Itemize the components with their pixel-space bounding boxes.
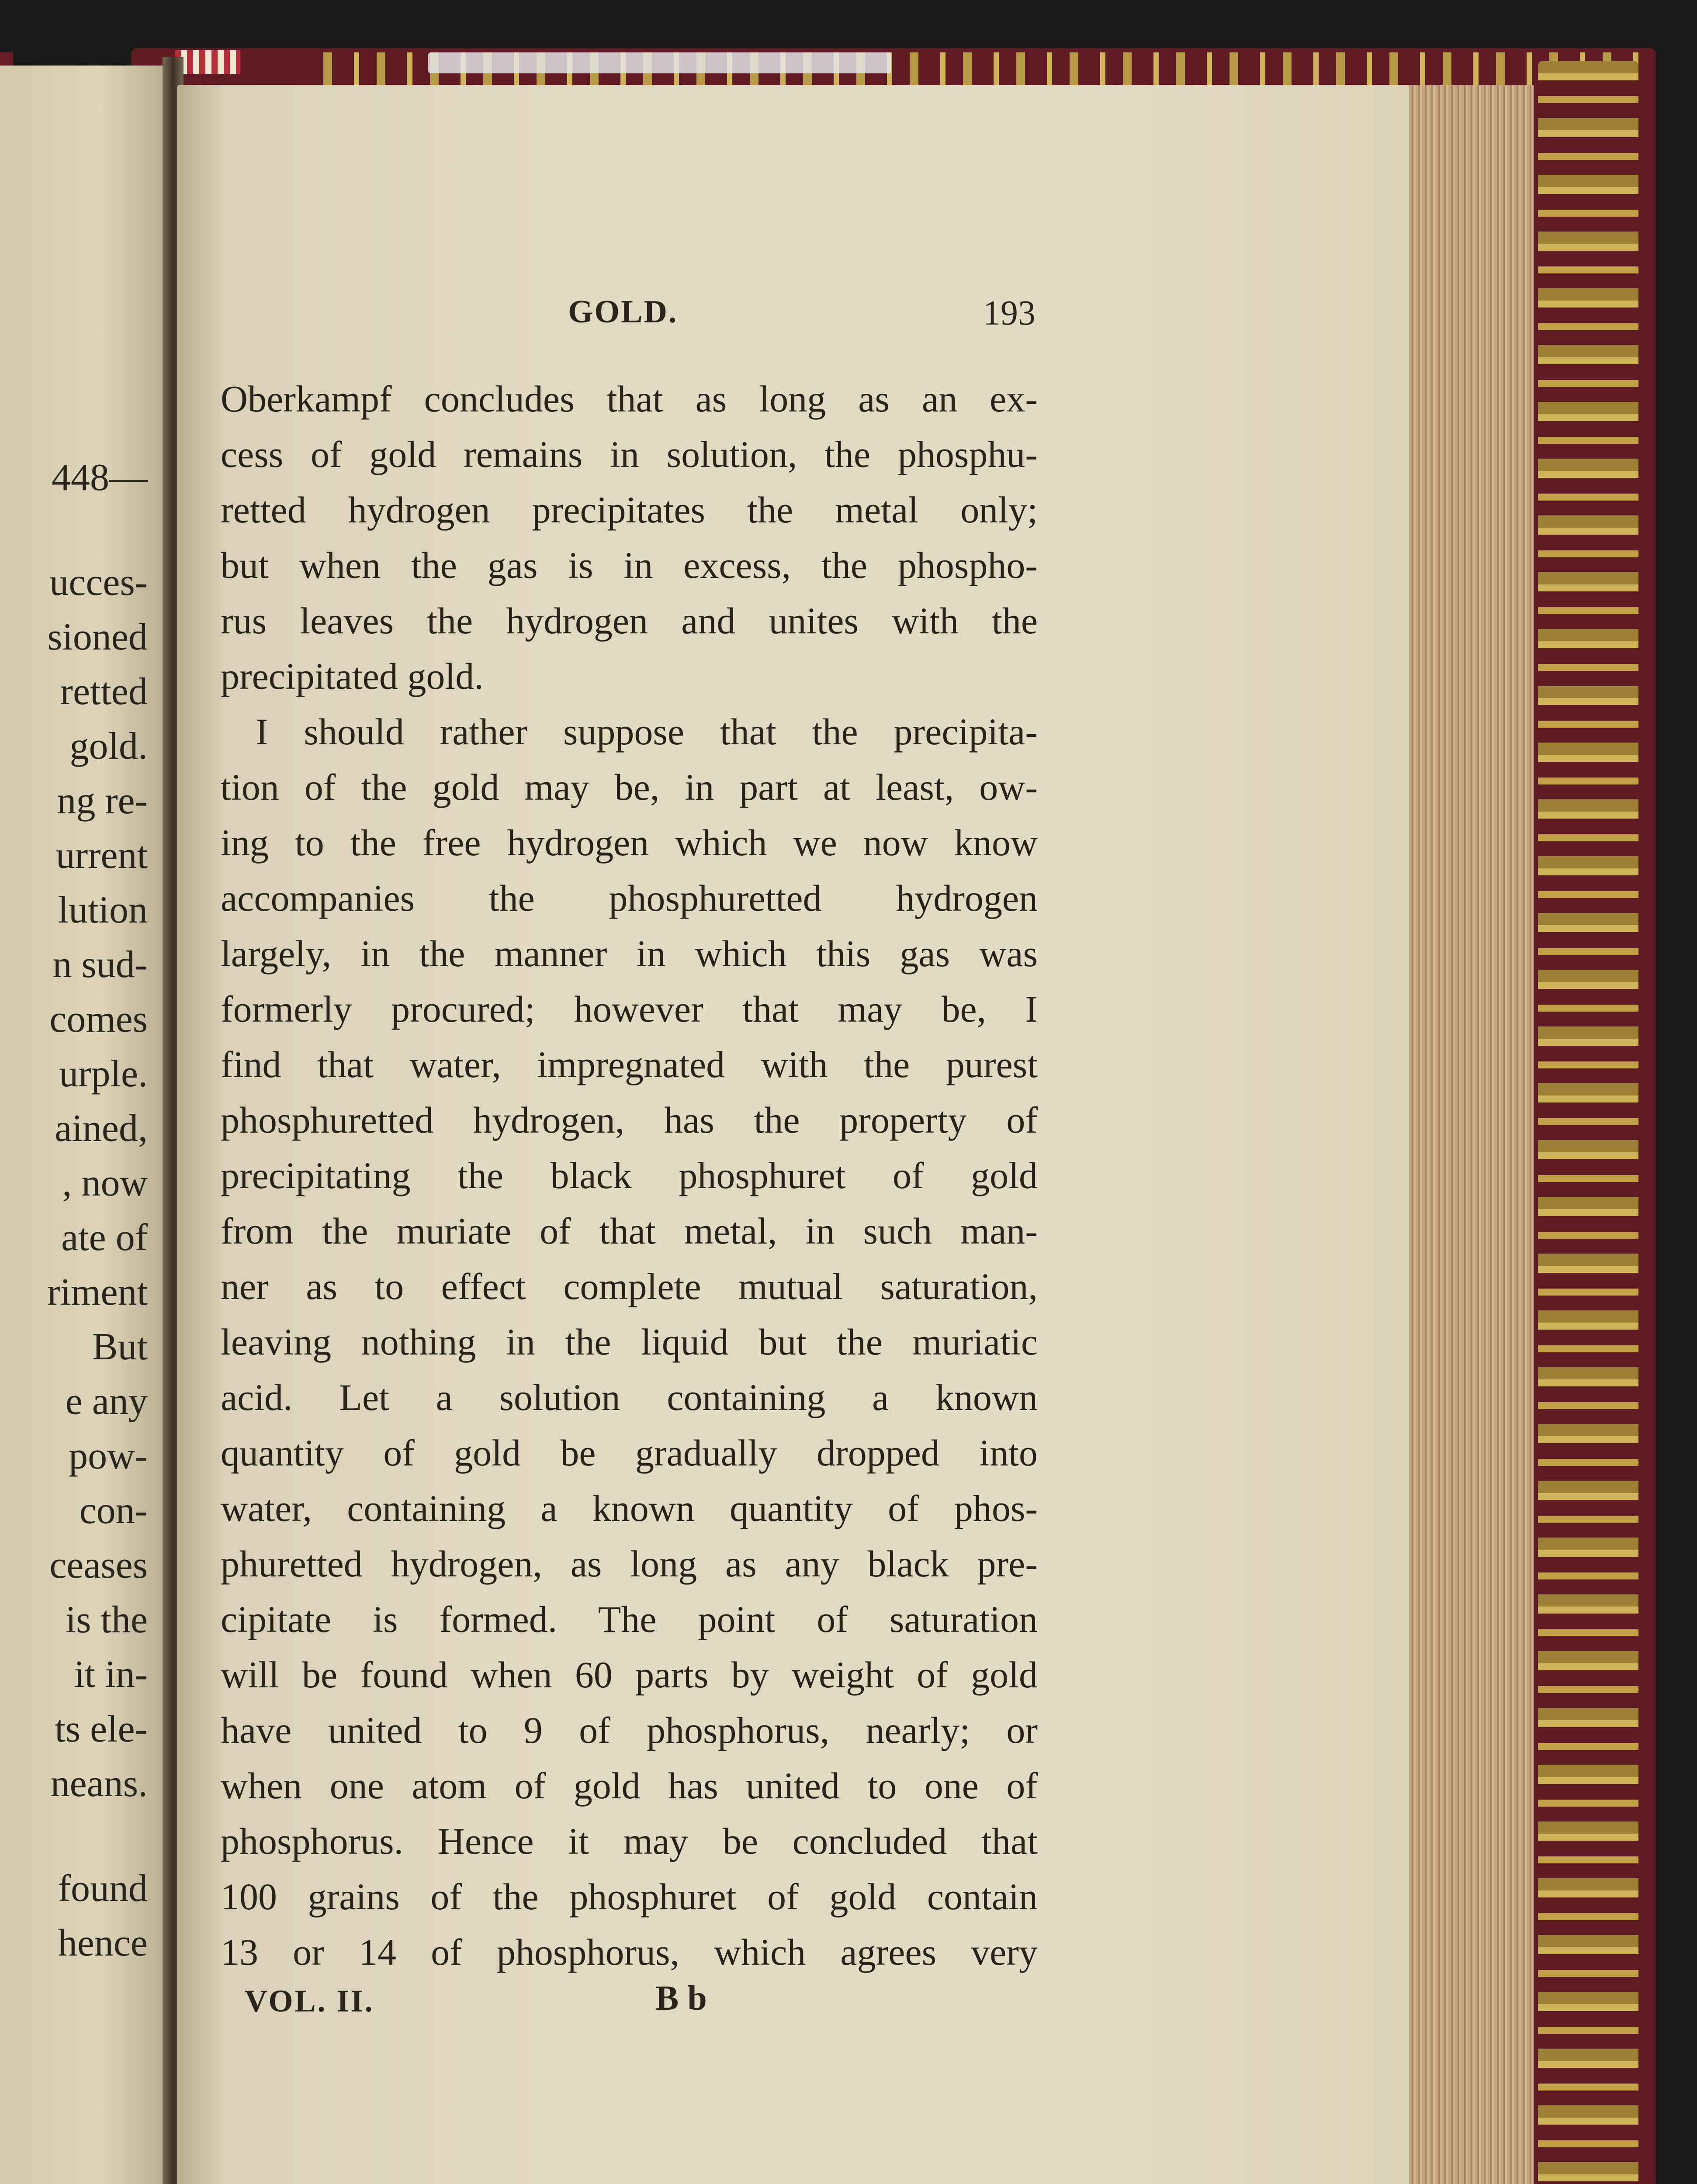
running-head: GOLD.	[568, 294, 678, 330]
text-line: rus leaves the hydrogen and unites with the	[221, 600, 1038, 642]
text-line: largely, in the manner in which this gas was	[221, 933, 1038, 975]
text-line: from the muriate of that metal, in such man-	[221, 1210, 1038, 1252]
left-fragment: gold.	[69, 725, 148, 767]
text-line: phosphorus. Hence it may be concluded that	[221, 1820, 1038, 1862]
left-fragment: sioned	[47, 616, 148, 658]
text-line: when one atom of gold has united to one of	[221, 1765, 1038, 1807]
text-line: will be found when 60 parts by weight of gold	[221, 1654, 1038, 1696]
left-fragment: hence	[58, 1922, 148, 1964]
left-fragment: urple.	[59, 1053, 148, 1095]
page-number: 193	[983, 294, 1036, 332]
left-fragment: 448—	[52, 456, 148, 499]
left-fragment: retted	[60, 670, 148, 713]
left-fragment: ts ele-	[55, 1708, 148, 1750]
headband	[175, 50, 240, 74]
text-line: ner as to effect complete mutual saturation,	[221, 1265, 1038, 1307]
text-line: have united to 9 of phosphorus, nearly; or	[221, 1709, 1038, 1751]
text-line: ing to the free hydrogen which we now know	[221, 822, 1038, 864]
left-fragment: riment	[47, 1271, 148, 1313]
page-clip-top	[428, 52, 891, 73]
gilt-border-right	[1538, 61, 1638, 2184]
text-line: tion of the gold may be, in part at least, ow-	[221, 766, 1038, 808]
text-line: precipitating the black phosphuret of gold	[221, 1154, 1038, 1196]
text-line: 100 grains of the phosphuret of gold contain	[221, 1876, 1038, 1918]
left-fragment: ceases	[49, 1544, 148, 1586]
left-fragment: is the	[65, 1599, 148, 1641]
left-fragment: But	[92, 1326, 148, 1368]
left-fragment: , now	[62, 1162, 148, 1204]
text-line: find that water, impregnated with the purest	[221, 1044, 1038, 1085]
left-fragment: ng re-	[57, 780, 148, 822]
signature-mark: B b	[655, 1979, 707, 2018]
left-fragment: pow-	[69, 1435, 148, 1477]
left-fragment: n sud-	[52, 943, 148, 986]
text-line: Oberkampf concludes that as long as an ex-	[221, 378, 1038, 420]
left-fragment: ucces-	[49, 561, 148, 604]
left-fragment: con-	[79, 1489, 148, 1532]
text-line: precipitated gold.	[221, 655, 484, 697]
left-fragment: lution	[58, 889, 148, 931]
text-line: quantity of gold be gradually dropped into	[221, 1432, 1038, 1474]
left-fragment: comes	[49, 998, 148, 1040]
left-fragment: it in-	[74, 1653, 148, 1696]
text-line: cipitate is formed. The point of saturation	[221, 1598, 1038, 1640]
text-line: but when the gas is in excess, the phospho-	[221, 544, 1038, 586]
page-edges	[1389, 85, 1534, 2184]
left-fragment: ate of	[61, 1216, 148, 1259]
text-line: water, containing a known quantity of phos-	[221, 1487, 1038, 1529]
left-fragment: neans.	[50, 1762, 148, 1805]
text-line: formerly procured; however that may be, I	[221, 988, 1038, 1030]
text-line: leaving nothing in the liquid but the muriatic	[221, 1321, 1038, 1363]
left-fragment: e any	[65, 1380, 148, 1423]
left-fragment: urrent	[55, 834, 148, 877]
text-line: phuretted hydrogen, as long as any black pre-	[221, 1543, 1038, 1585]
text-line: retted hydrogen precipitates the metal only;	[221, 489, 1038, 531]
left-page	[0, 66, 166, 2184]
text-line: phosphuretted hydrogen, has the property of	[221, 1099, 1038, 1141]
left-fragment: ained,	[55, 1107, 148, 1150]
left-fragment: found	[58, 1867, 148, 1910]
text-line: acid. Let a solution containing a known	[221, 1376, 1038, 1418]
signature-volume: VOL. II.	[245, 1984, 374, 2018]
text-line: 13 or 14 of phosphorus, which agrees very	[221, 1931, 1038, 1973]
text-line: cess of gold remains in solution, the phosphu-	[221, 433, 1038, 475]
text-line: I should rather suppose that the precipita-	[256, 711, 1038, 753]
text-line: accompanies the phosphuretted hydrogen	[221, 877, 1038, 919]
